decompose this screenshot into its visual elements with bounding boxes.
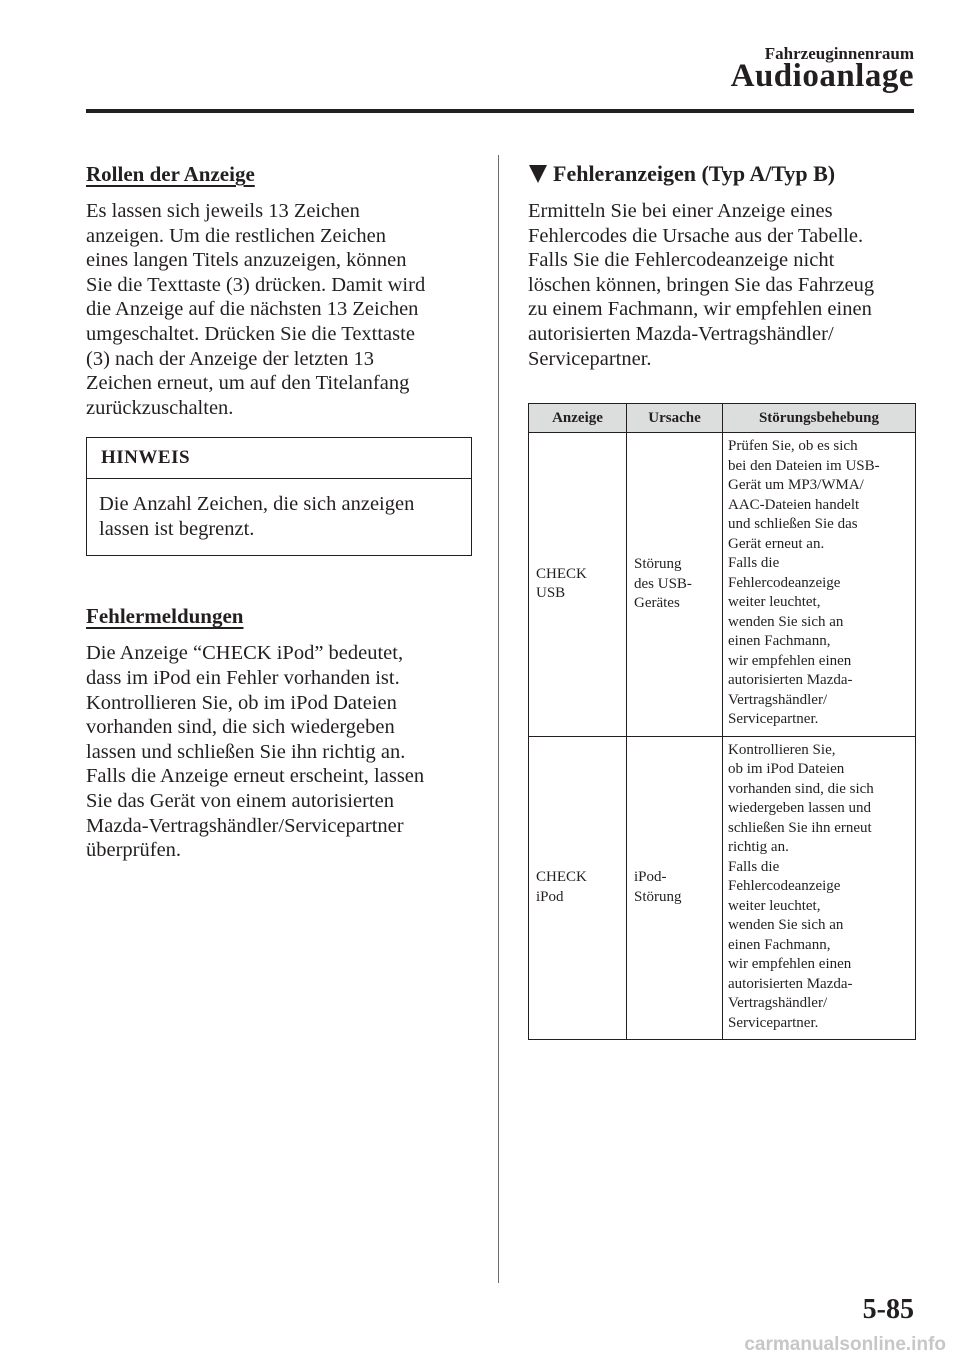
section-triangle-icon bbox=[529, 165, 547, 183]
error-messages-text: Die Anzeige “CHECK iPod” bedeutet, dass im iPod ein Fehler vorhanden ist. Kontrollieren Sie, ob im iPod Dateien vorhanden sind, die sich wiedergeben lassen und schließen Sie ihn richtig an. Falls die Anzeige erneut erscheint, lassen Sie das Gerät von einem autorisierten Mazda-Vertragshändler/Servicepartner überprüfen. bbox=[86, 642, 425, 862]
table-row bbox=[529, 736, 916, 1040]
column-divider bbox=[498, 155, 499, 1283]
error-displays-heading bbox=[528, 158, 916, 190]
table-cell-cause: Störung des USB- Gerätes bbox=[627, 433, 723, 737]
table-cell-display: CHECK iPod bbox=[529, 736, 627, 1040]
table-cell-display: CHECK USB bbox=[529, 433, 627, 737]
table-row bbox=[529, 433, 916, 737]
note-text: Die Anzahl Zeichen, die sich anzeigen lassen ist begrenzt. bbox=[99, 493, 415, 541]
page-title: Audioanlage bbox=[730, 58, 914, 94]
error-displays-heading-text: Fehleranzeigen (Typ A/Typ B) bbox=[553, 161, 836, 186]
left-column bbox=[86, 158, 474, 863]
note-box bbox=[86, 437, 472, 556]
table-header-display: Anzeige bbox=[529, 404, 627, 433]
watermark: carmanualsonline.info bbox=[744, 1334, 946, 1355]
page-number: 5-85 bbox=[862, 1294, 914, 1325]
scroll-display-heading: Rollen der Anzeige bbox=[86, 162, 255, 186]
header-rule bbox=[86, 109, 914, 113]
table-header-cause: Ursache bbox=[627, 404, 723, 433]
error-messages-heading: Fehlermeldungen bbox=[86, 604, 244, 629]
error-displays-intro: Ermitteln Sie bei einer Anzeige eines Fehlercodes die Ursache aus der Tabelle. Falls Sie die Fehlercodeanzeige nicht löschen können, bringen Sie das Fahrzeug zu einem Fachmann, wir empfehlen einen autorisierten Mazda-Vertragshändler/ Servicepartner. bbox=[528, 200, 875, 370]
right-column bbox=[528, 158, 916, 1040]
table-cell-remedy: Prüfen Sie, ob es sich bei den Dateien im USB- Gerät um MP3/WMA/ AAC-Dateien handelt und schließen Sie das Gerät erneut an. Falls die Fehlercodeanzeige weiter leuchtet, wenden Sie sich an einen Fachmann, wir empfehlen einen autorisierten Mazda- Vertragshändler/ Servicepartner. bbox=[723, 433, 916, 737]
chapter-category: Fahrzeuginnenraum bbox=[764, 44, 914, 63]
scroll-display-text: Es lassen sich jeweils 13 Zeichen anzeigen. Um die restlichen Zeichen eines langen Titels anzuzeigen, können Sie die Texttaste (3) drücken. Damit wird die Anzeige auf die nächsten 13 Zeichen umgeschaltet. Drücken Sie die Texttaste (3) nach der Anzeige der letzten 13 Zeichen erneut, um auf den Titelanfang zurückzuschalten. bbox=[86, 200, 426, 419]
note-title: HINWEIS bbox=[87, 438, 471, 479]
table-header-remedy: Störungsbehebung bbox=[723, 404, 916, 433]
table-cell-cause: iPod- Störung bbox=[627, 736, 723, 1040]
table-header-row bbox=[529, 404, 916, 433]
error-table bbox=[528, 403, 916, 1040]
table-cell-remedy: Kontrollieren Sie, ob im iPod Dateien vorhanden sind, die sich wiedergeben lassen und schließen Sie ihn erneut richtig an. Falls die Fehlercodeanzeige weiter leuchtet, wenden Sie sich an einen Fachmann, wir empfehlen einen autorisierten Mazda- Vertragshändler/ Servicepartner. bbox=[723, 736, 916, 1040]
